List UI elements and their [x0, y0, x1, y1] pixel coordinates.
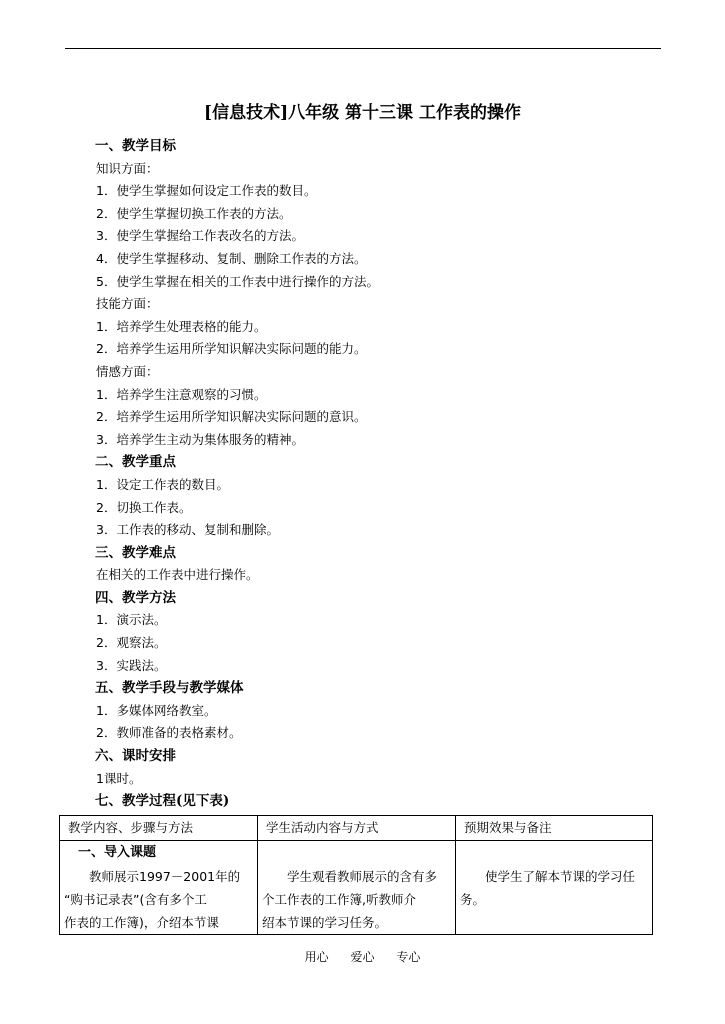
cell-line: 作表的工作簿)，介绍本节课 — [64, 915, 219, 930]
table-header-cell: 预期效果与备注 — [456, 816, 653, 841]
cell-line: 教师展示1997－2001年的 — [89, 869, 241, 884]
text-line: 1．培养学生注意观察的习惯。 — [96, 386, 267, 402]
text-line: 1．使学生掌握如何设定工作表的数目。 — [96, 183, 317, 199]
section-title: 一、导入课题 — [78, 845, 157, 860]
page-title: [信息技术]八年级 第十三课 工作表的操作 — [204, 103, 521, 123]
section-heading: 六、课时安排 — [95, 748, 176, 765]
page-footer — [0, 948, 725, 965]
text-line: 1课时。 — [96, 770, 142, 786]
text-line: 2．观察法。 — [96, 635, 167, 651]
section-heading: 二、教学重点 — [95, 454, 176, 471]
table-cell-content — [60, 841, 258, 935]
section-heading: 四、教学方法 — [95, 589, 176, 606]
text-line: 3．实践法。 — [96, 657, 167, 673]
text-line: 2．教师准备的表格素材。 — [96, 725, 242, 741]
text-line: 2．培养学生运用所学知识解决实际问题的意识。 — [96, 409, 367, 425]
text-line: 在相关的工作表中进行操作。 — [96, 567, 259, 583]
document-body — [96, 135, 666, 813]
teaching-process-table — [59, 815, 653, 935]
table-header-cell: 教学内容、步骤与方法 — [60, 816, 258, 841]
table-row — [60, 841, 653, 935]
text-line: 4．使学生掌握移动、复制、删除工作表的方法。 — [96, 250, 367, 266]
section-heading: 一、教学目标 — [95, 138, 176, 154]
footer-word: 爱心 — [350, 950, 375, 964]
section-heading: 七、教学过程(见下表) — [95, 793, 230, 810]
cell-line: 学生观看教师展示的含有多 — [287, 869, 438, 884]
header-rule — [65, 48, 661, 49]
footer-word: 用心 — [304, 950, 329, 964]
table-cell-activity — [258, 841, 456, 935]
cell-line: 个工作表的工作簿,听教师介 — [262, 892, 416, 907]
text-line: 2．使学生掌握切换工作表的方法。 — [96, 205, 292, 221]
text-line: 5．使学生掌握在相关的工作表中进行操作的方法。 — [96, 273, 379, 289]
cell-line: 务。 — [460, 892, 486, 907]
table-header-cell: 学生活动内容与方式 — [258, 816, 456, 841]
text-line: 3．工作表的移动、复制和删除。 — [96, 522, 279, 538]
section-heading: 五、教学手段与教学媒体 — [95, 680, 244, 697]
text-line: 1．设定工作表的数目。 — [96, 476, 229, 492]
table-header-row — [60, 816, 653, 841]
cell-line: “购书记录表”(含有多个工 — [64, 892, 207, 907]
text-line: 2．切换工作表。 — [96, 499, 192, 515]
text-line: 3．使学生掌握给工作表改名的方法。 — [96, 228, 304, 244]
text-line: 2．培养学生运用所学知识解决实际问题的能力。 — [96, 341, 367, 357]
text-line: 1．多媒体网络教室。 — [96, 702, 217, 718]
footer-word: 专心 — [396, 950, 421, 964]
text-line: 知识方面： — [96, 160, 159, 176]
table-cell-remarks — [456, 841, 653, 935]
text-line: 1．培养学生处理表格的能力。 — [96, 318, 267, 334]
text-line: 1．演示法。 — [96, 612, 167, 628]
text-line: 情感方面： — [96, 363, 159, 379]
cell-line: 绍本节课的学习任务。 — [262, 915, 388, 930]
text-line: 技能方面： — [96, 296, 159, 312]
section-heading: 三、教学难点 — [95, 544, 176, 561]
text-line: 3．培养学生主动为集体服务的精神。 — [96, 431, 304, 447]
cell-line: 使学生了解本节课的学习任 — [485, 869, 636, 884]
